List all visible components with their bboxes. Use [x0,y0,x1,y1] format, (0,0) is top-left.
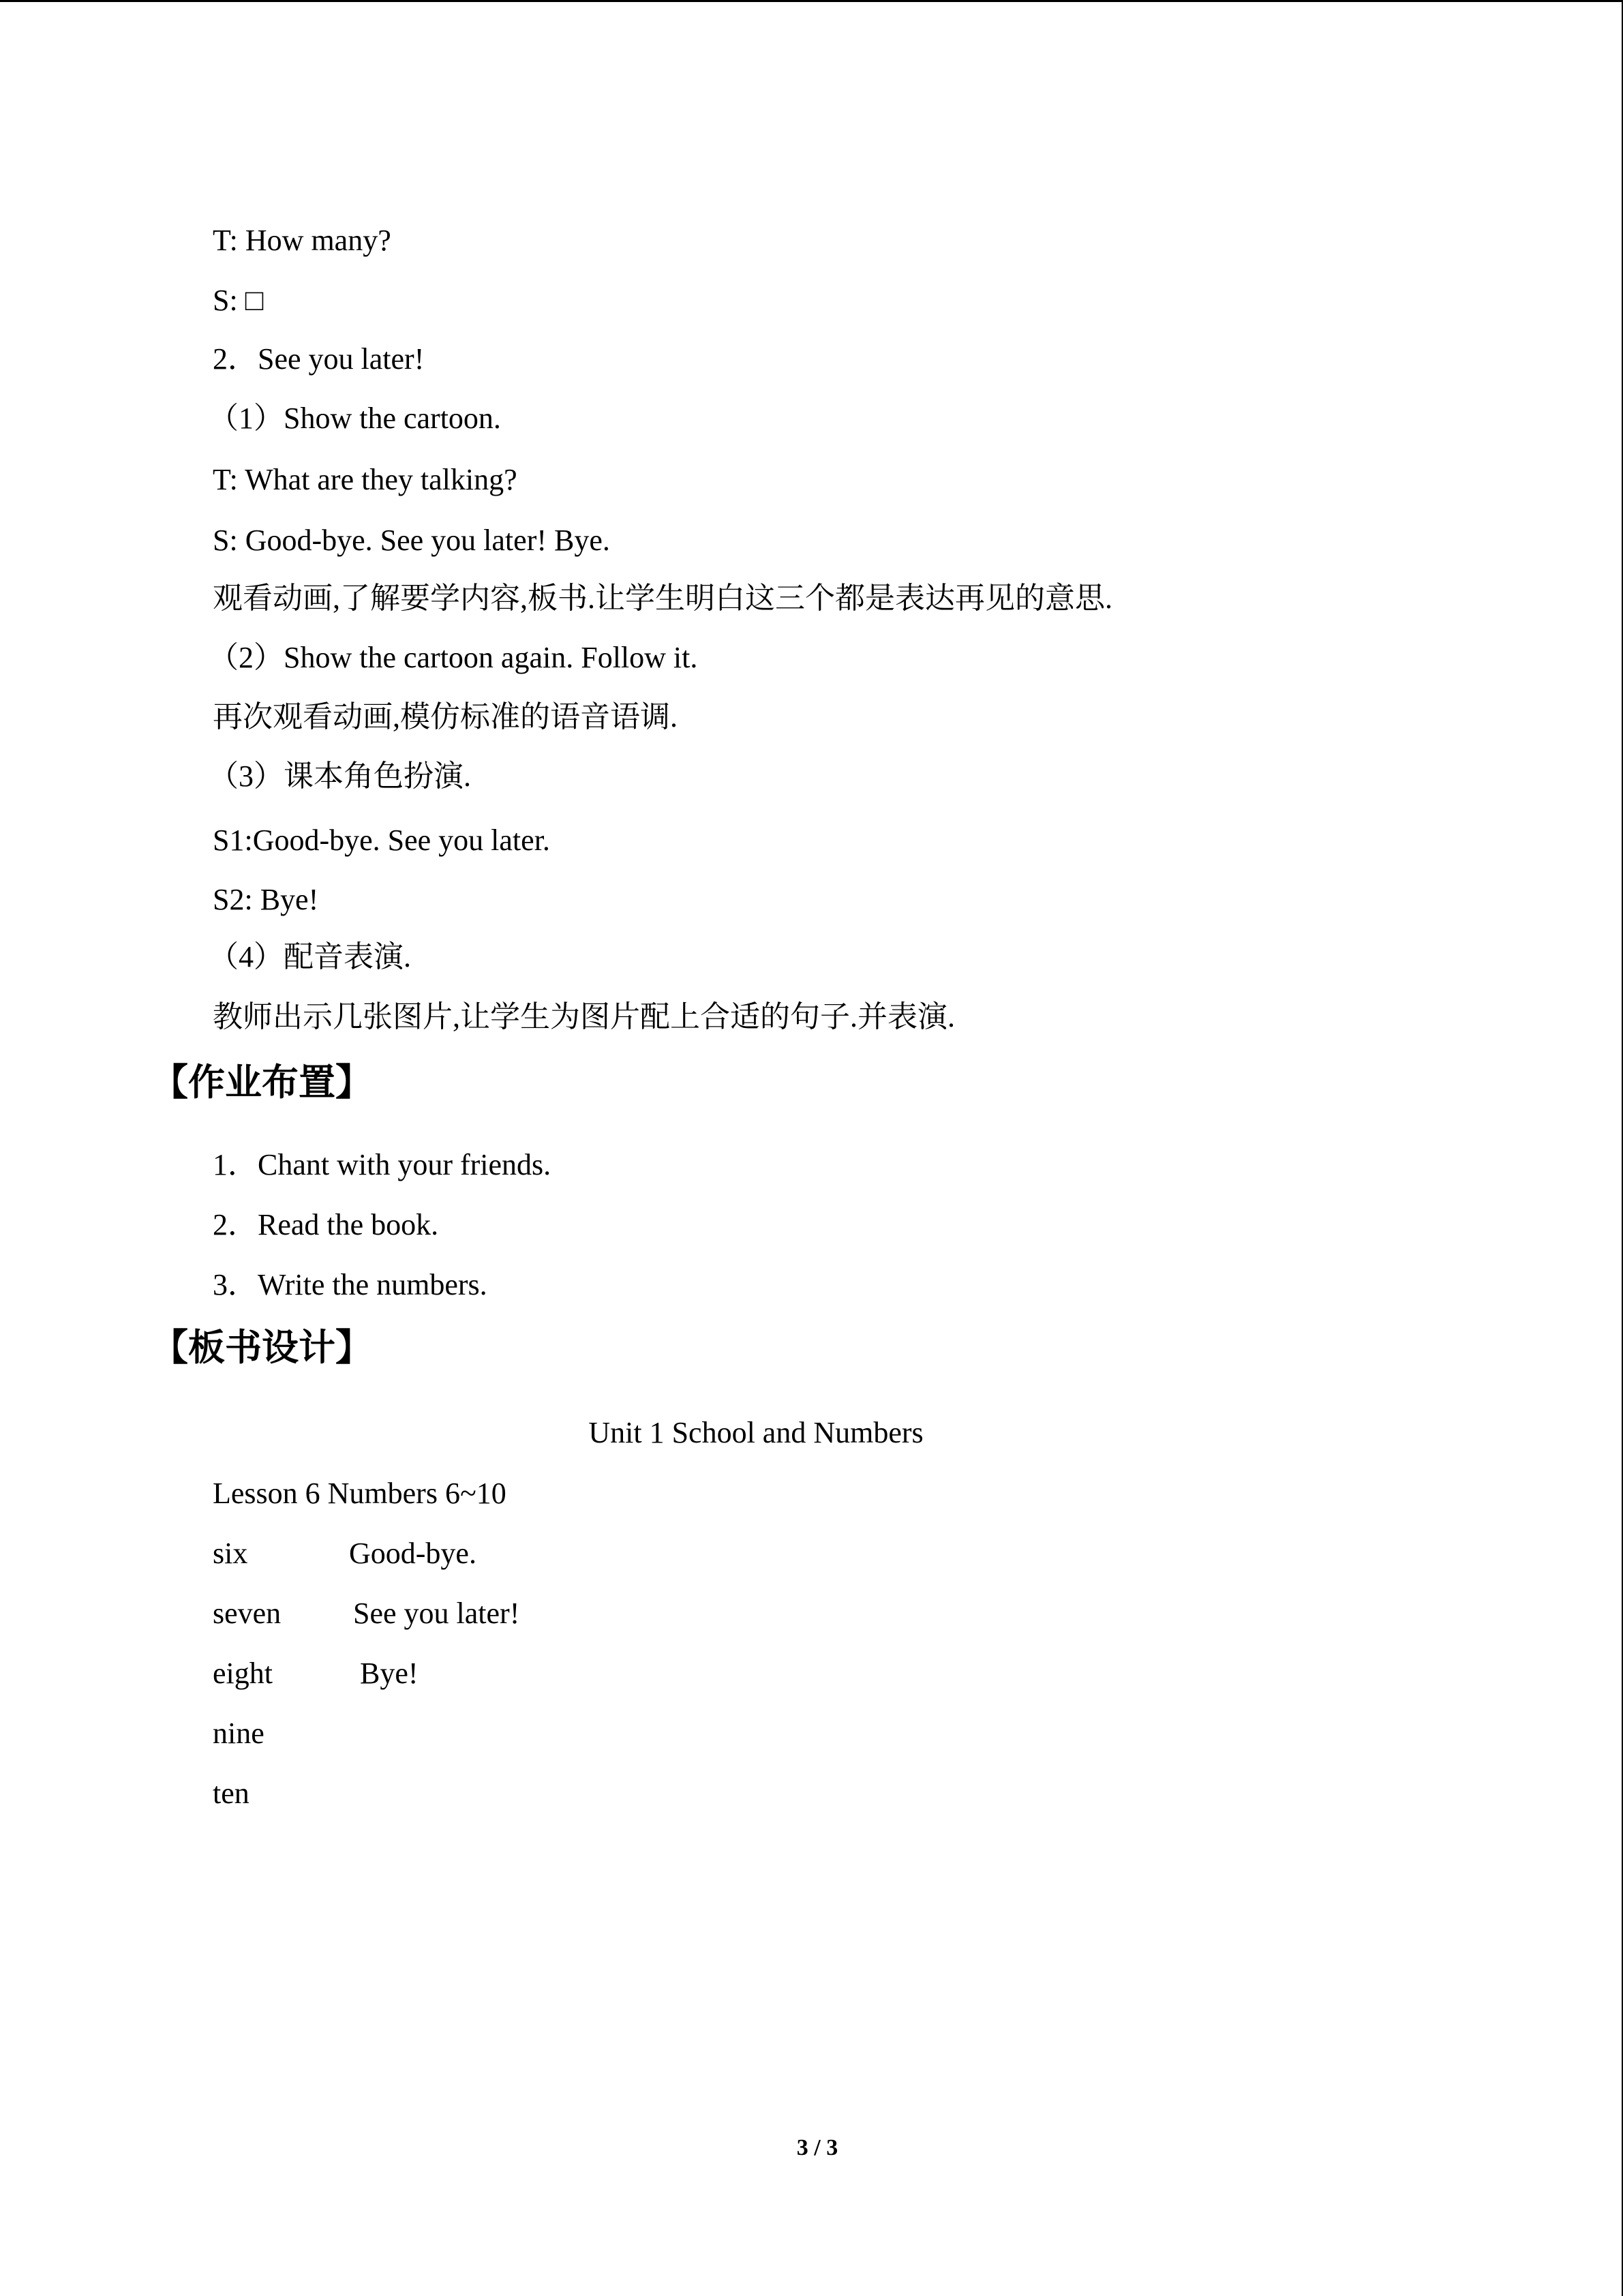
board-title: Unit 1 School and Numbers [588,1416,924,1449]
page-number: 3 / 3 [796,2135,838,2160]
procedure-line: 再次观看动画,模仿标准的语音语调. [213,700,678,734]
procedure-line: 2．See you later! [213,342,425,376]
procedure-line: S: Good-bye. See you later! Bye. [213,524,610,557]
homework-item: 1．Chant with your friends. [213,1148,551,1181]
board-row [213,1595,519,1633]
procedure-line: （3）课本角色扮演. [209,759,471,793]
board-row [213,1715,349,1753]
procedure-line: （2）Show the cartoon again. Follow it. [209,641,698,674]
board-row [213,1535,476,1573]
procedure-line: T: What are they talking? [213,463,517,496]
homework-heading: 【作业布置】 [151,1061,372,1104]
board-number: eight [213,1657,273,1690]
procedure-line: 观看动画,了解要学内容,板书.让学生明白这三个都是表达再见的意思. [213,581,1112,615]
board-phrase: See you later! [353,1597,520,1630]
procedure-line: 教师出示几张图片,让学生为图片配上合适的句子.并表演. [213,1000,955,1033]
board-number: six [213,1537,248,1570]
board-row [213,1774,349,1813]
board-number: seven [213,1597,282,1630]
board-number: ten [213,1777,249,1810]
board-lesson: Lesson 6 Numbers 6~10 [213,1477,506,1510]
procedure-line: （4）配音表演. [209,940,411,973]
board-phrase: Bye! [360,1657,419,1690]
board-number: nine [213,1717,264,1750]
board-heading: 【板书设计】 [151,1326,372,1369]
homework-item: 3．Write the numbers. [213,1268,487,1301]
board-row [213,1655,419,1693]
procedure-line: （1）Show the cartoon. [209,402,501,435]
procedure-line: S2: Bye! [213,883,319,916]
homework-item: 2．Read the book. [213,1208,439,1241]
procedure-line: S1:Good-bye. See you later. [213,824,550,857]
board-phrase: Good-bye. [349,1537,476,1570]
procedure-line: S: □ [213,284,264,317]
procedure-line: T: How many? [213,224,391,257]
